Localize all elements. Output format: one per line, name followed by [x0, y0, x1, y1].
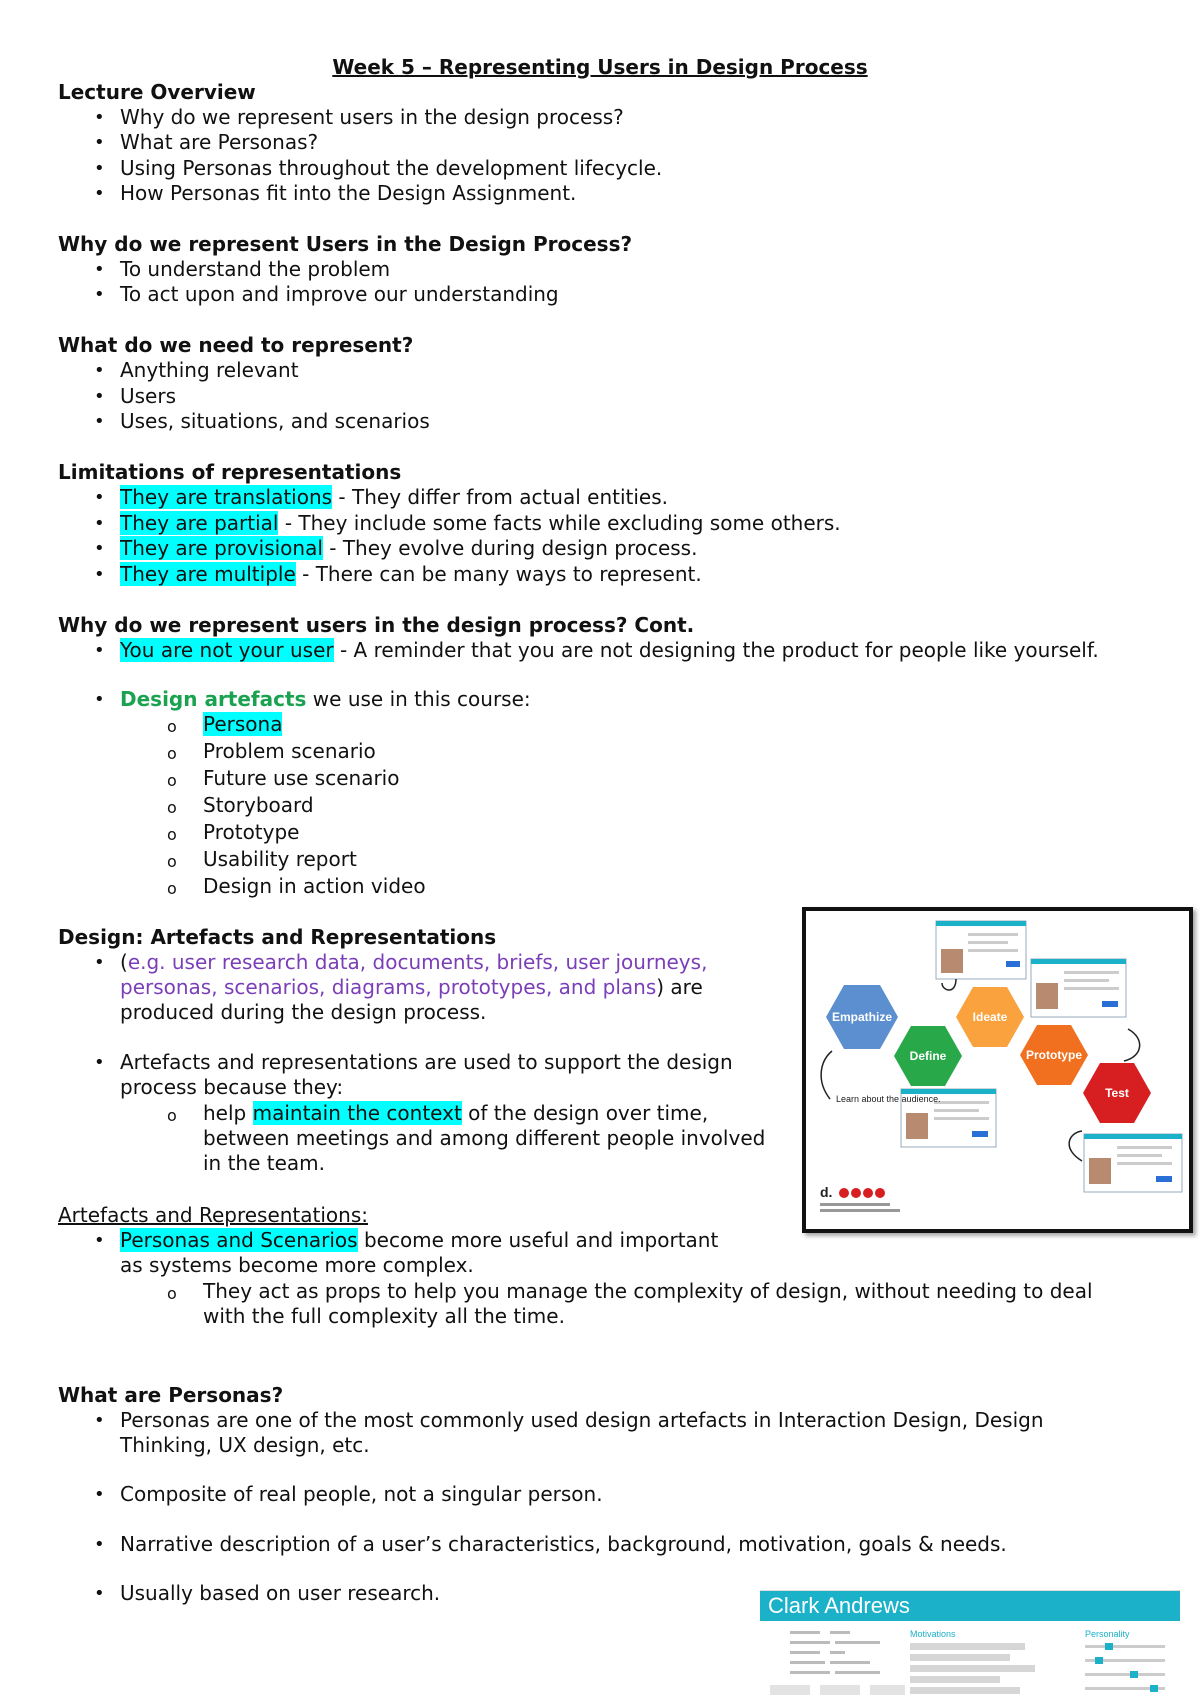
sub-list-item: o help maintain the context of the design over time, between meetings and among different people involved in the team. — [167, 1101, 766, 1175]
list-item: • Narrative description of a user’s characteristics, background, motivation, goals & needs. — [94, 1532, 1007, 1556]
list-item: • Personas are one of the most commonly used design artefacts in Interaction Design, Design Thinking, UX design, etc. — [94, 1408, 1044, 1457]
section-heading-artefacts-reps: Artefacts and Representations: — [58, 1203, 368, 1227]
section-heading-what: What do we need to represent? — [58, 333, 414, 357]
list-item: • Personas and Scenarios become more useful and important as systems become more complex. — [94, 1228, 719, 1277]
page-title: Week 5 – Representing Users in Design Process — [332, 55, 868, 79]
list-item: • Users — [94, 384, 177, 408]
mini-persona-card — [936, 921, 1026, 979]
section-heading-personas: What are Personas? — [58, 1383, 284, 1407]
section-heading-design-artefacts: Design: Artefacts and Representations — [58, 925, 497, 949]
design-thinking-figure — [802, 907, 1193, 1233]
figure-note: Learn about the audience. — [836, 1094, 941, 1104]
list-item: • Composite of real people, not a singular person. — [94, 1482, 603, 1506]
highlight: Personas and Scenarios — [120, 1228, 358, 1252]
highlight: You are not your user — [120, 638, 334, 662]
list-item: • Using Personas throughout the development lifecycle. — [94, 156, 663, 180]
section-heading-why: Why do we represent Users in the Design Process? — [58, 232, 633, 256]
list-item: • (e.g. user research data, documents, briefs, user journeys, personas, scenarios, diagrams, prototypes, and plans) are produced during the design process. — [94, 950, 708, 1024]
section-heading-limitations: Limitations of representations — [58, 460, 402, 484]
persona-card — [760, 1590, 1180, 1697]
list-item: • They are multiple - There can be many ways to represent. — [94, 562, 702, 586]
list-item: • Design artefacts we use in this course: — [94, 687, 531, 711]
highlight: Persona — [203, 712, 283, 736]
hexagon-label: Prototype — [1025, 1048, 1083, 1062]
sub-list-item: o They act as props to help you manage the complexity of design, without needing to deal with the full complexity all the time. — [167, 1279, 1093, 1328]
section-heading-overview: Lecture Overview — [58, 80, 256, 104]
persona-header — [760, 1591, 1180, 1621]
mini-persona-card — [1084, 1134, 1182, 1192]
persona-col-label: Motivations — [910, 1629, 956, 1639]
arrow-icon — [821, 1051, 832, 1099]
sub-list-item: o Design in action video — [167, 874, 426, 898]
hexagon-label: Empathize — [831, 1010, 893, 1024]
list-item: • They are partial - They include some facts while excluding some others. — [94, 511, 841, 535]
arrow-icon — [1124, 1029, 1140, 1061]
dschool-logo: d. — [820, 1184, 833, 1200]
sub-list-item: o Usability report — [167, 847, 357, 871]
list-item: • What are Personas? — [94, 130, 319, 154]
sub-list-item: o Prototype — [167, 820, 300, 844]
list-item: • They are translations - They differ from actual entities. — [94, 485, 668, 509]
list-item: • Usually based on user research. — [94, 1581, 441, 1605]
hexagon-label: Test — [1105, 1086, 1129, 1100]
list-item: • Why do we represent users in the design process? — [94, 105, 624, 129]
persona-name: Clark Andrews — [768, 1593, 910, 1618]
list-item: • Anything relevant — [94, 358, 299, 382]
list-item: • Artefacts and representations are used to support the design process because they: — [94, 1050, 733, 1099]
sub-list-item: o Problem scenario — [167, 739, 376, 763]
arrow-icon — [942, 979, 956, 990]
list-item: • Uses, situations, and scenarios — [94, 409, 430, 433]
persona-col-label: Personality — [1085, 1629, 1130, 1639]
section-heading-why-cont: Why do we represent users in the design process? Cont. — [58, 613, 695, 637]
list-item: • How Personas fit into the Design Assignment. — [94, 181, 577, 205]
list-item: • To act upon and improve our understanding — [94, 282, 559, 306]
hexagon-label: Ideate — [972, 1010, 1008, 1024]
purple-examples: e.g. user research data, documents, briefs, user journeys, personas, scenarios, diagrams, prototypes, and plans — [120, 950, 708, 999]
hexagon-label: Define — [909, 1049, 947, 1063]
arrow-icon — [1069, 1131, 1082, 1161]
highlight: They are partial — [120, 511, 279, 535]
green-term: Design artefacts — [120, 687, 307, 711]
sub-list-item: o Storyboard — [167, 793, 314, 817]
mini-persona-card — [1031, 959, 1126, 1017]
sub-list-item: o Future use scenario — [167, 766, 400, 790]
list-item: • To understand the problem — [94, 257, 391, 281]
persona-details — [760, 1621, 1180, 1697]
highlight: They are translations — [120, 485, 333, 509]
highlight: They are multiple — [120, 562, 296, 586]
list-item: • They are provisional - They evolve during design process. — [94, 536, 698, 560]
sub-list-item: o Persona — [167, 712, 283, 736]
highlight: They are provisional — [120, 536, 323, 560]
list-item: • You are not your user - A reminder that you are not designing the product for people like yourself. — [94, 638, 1099, 662]
highlight: maintain the context — [252, 1101, 462, 1125]
